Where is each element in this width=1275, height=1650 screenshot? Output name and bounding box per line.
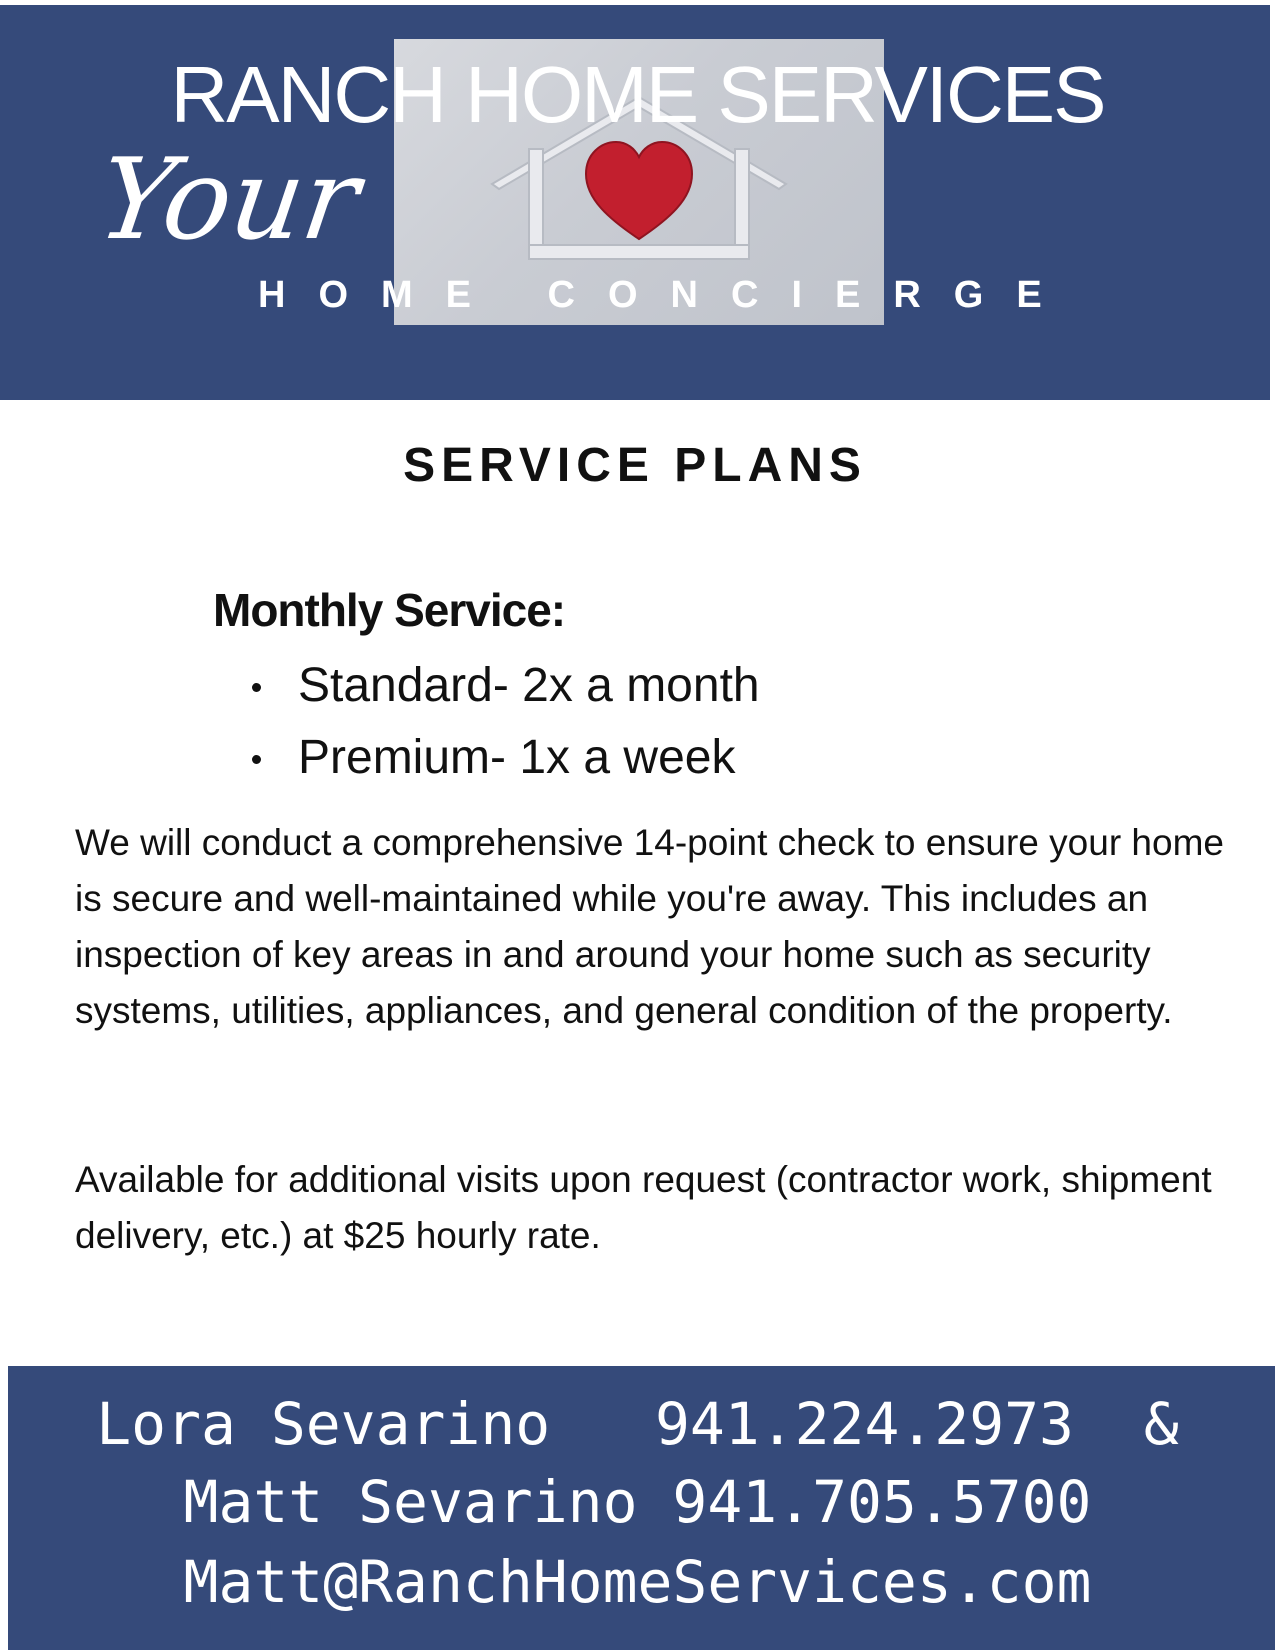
list-item <box>240 650 760 722</box>
contact-matt: Matt Sevarino 941.705.5700 <box>183 1468 1092 1536</box>
description-paragraph: We will conduct a comprehensive 14-point check to ensure your home is secure and well-maintained while you're away. This includes an inspection of key areas in and around your home such as security systems, utilities, appliances, and general condition of the property. <box>75 822 1224 1031</box>
bullet-icon <box>252 683 261 692</box>
contact-email[interactable]: Matt@RanchHomeServices.com <box>183 1548 1092 1616</box>
tagline: HOME CONCIERGE <box>258 274 1075 316</box>
bullet-icon <box>252 755 261 764</box>
company-name: RANCH HOME SERVICES <box>170 50 1105 139</box>
plan-standard: Standard- 2x a month <box>298 659 760 712</box>
section-title: SERVICE PLANS <box>403 439 867 492</box>
plan-premium: Premium- 1x a week <box>298 731 736 784</box>
script-your: Your <box>90 135 367 265</box>
plan-heading: Monthly Service: <box>213 584 566 636</box>
additional-visits-paragraph: Available for additional visits upon request (contractor work, shipment delivery, etc.) at $25 hourly rate. <box>75 1159 1212 1256</box>
contact-lora: Lora Sevarino 941.224.2973 & <box>96 1390 1179 1458</box>
plan-list <box>240 650 760 794</box>
list-item <box>240 722 760 794</box>
